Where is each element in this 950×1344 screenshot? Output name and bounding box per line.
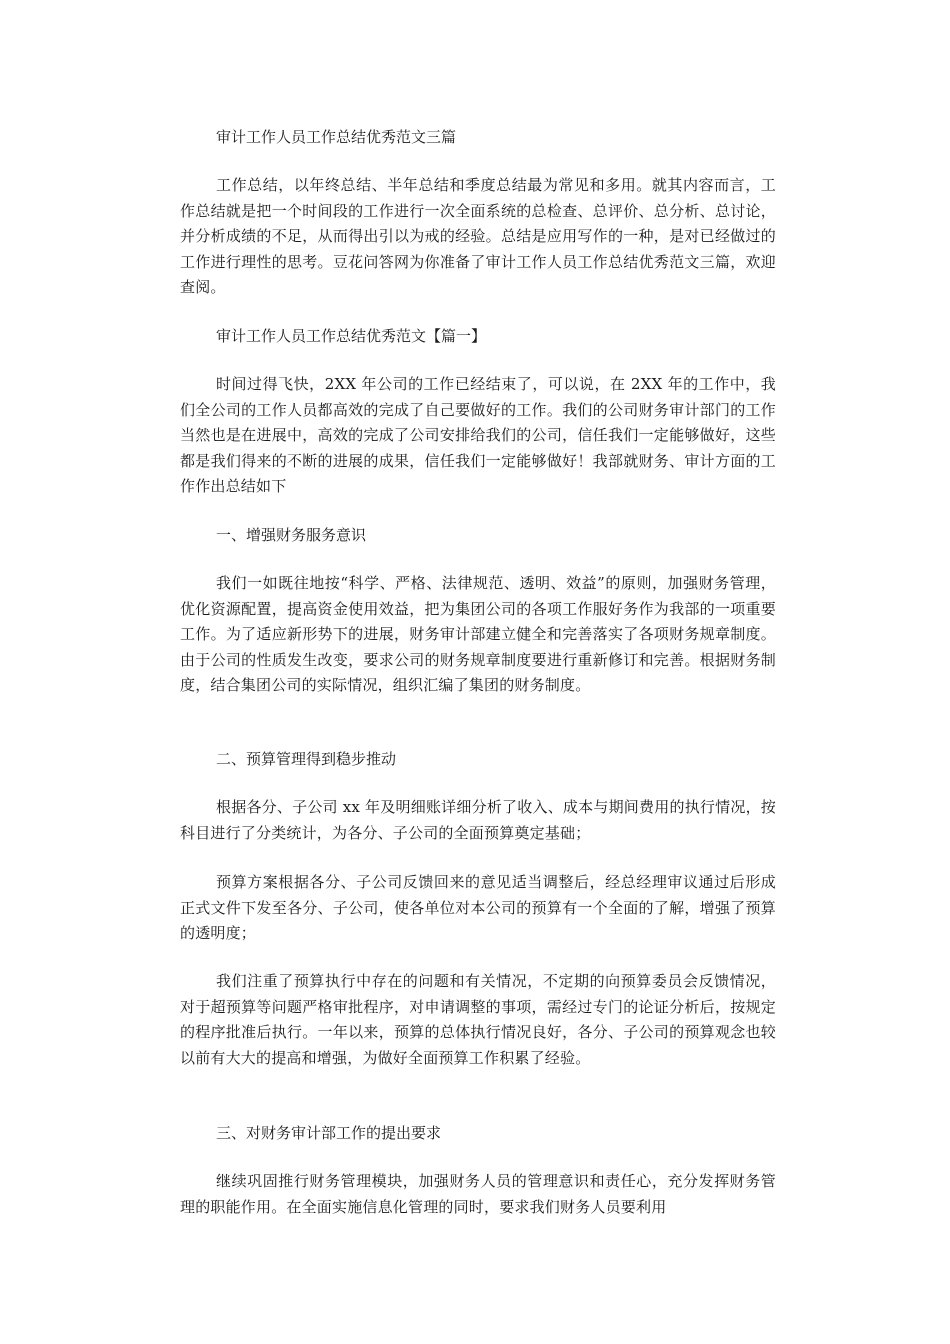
paragraph-5: 我们注重了预算执行中存在的问题和有关情况，不定期的向预算委员会反馈情况，对于超预算等问题严格审批程序，对申请调整的事项，需经过专门的论证分析后，按规定的程序批准后执行。一年以来，预算的总体执行情况良好，各分、子公司的预算观念也较以前有大大的提高和增强，为做好全面预算工作积累了经验。 <box>180 972 776 1067</box>
heading-3: 三、对财务审计部工作的提出要求 <box>216 1124 442 1142</box>
paragraph-6: 继续巩固推行财务管理模块，加强财务人员的管理意识和责任心，充分发挥财务管理的职能作用。在全面实施信息化管理的同时，要求我们财务人员要利用 <box>180 1172 776 1216</box>
document-title: 审计工作人员工作总结优秀范文三篇 <box>216 128 457 146</box>
heading-1: 一、增强财务服务意识 <box>216 526 367 544</box>
paragraph-2: 我们一如既往地按“科学、严格、法律规范、透明、效益”的原则，加强财务管理，优化资源配置，提高资金使用效益，把为集团公司的各项工作服好务作为我部的一项重要工作。为了适应新形势下的进展，财务审计部建立健全和完善落实了各项财务规章制度。由于公司的性质发生改变，要求公司的财务规章制度要进行重新修订和完善。根据财务制度，结合集团公司的实际情况，组织汇编了集团的财务制度。 <box>180 574 776 695</box>
paragraph-1: 时间过得飞快，2XX 年公司的工作已经结束了，可以说，在 2XX 年的工作中，我们全公司的工作人员都高效的完成了自己要做好的工作。我们的公司财务审计部门的工作当然也是在进展中，高效的完成了公司安排给我们的公司，信任我们一定能够做好，这些都是我们得来的不断的进展的成果，信任我们一定能够做好！我部就财务、审计方面的工作作出总结如下 <box>180 375 776 496</box>
intro-paragraph: 工作总结，以年终总结、半年总结和季度总结最为常见和多用。就其内容而言，工作总结就是把一个时间段的工作进行一次全面系统的总检查、总评价、总分析、总讨论，并分析成绩的不足，从而得出引以为戒的经验。总结是应用写作的一种，是对已经做过的工作进行理性的思考。豆花问答网为你准备了审计工作人员工作总结优秀范文三篇，欢迎查阅。 <box>180 176 776 297</box>
section-title: 审计工作人员工作总结优秀范文【篇一】 <box>216 327 487 345</box>
heading-2: 二、预算管理得到稳步推动 <box>216 750 397 768</box>
paragraph-3: 根据各分、子公司 xx 年及明细账详细分析了收入、成本与期间费用的执行情况，按科目进行了分类统计，为各分、子公司的全面预算奠定基础； <box>180 798 776 842</box>
paragraph-4: 预算方案根据各分、子公司反馈回来的意见适当调整后，经总经理审议通过后形成正式文件下发至各分、子公司，使各单位对本公司的预算有一个全面的了解，增强了预算的透明度； <box>180 873 776 943</box>
